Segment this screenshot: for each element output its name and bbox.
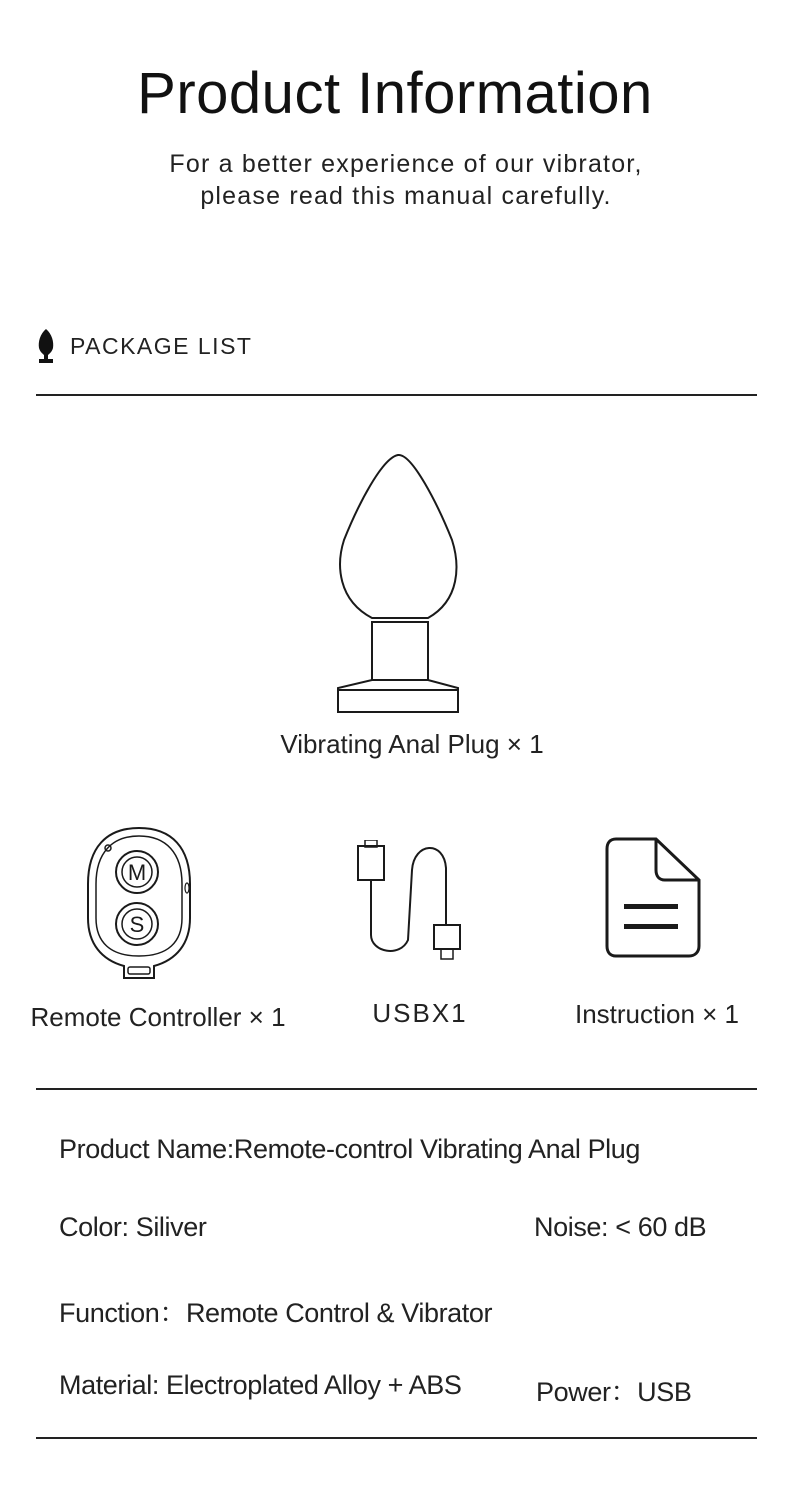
subtitle-line-1: For a better experience of our vibrator, [169, 150, 643, 178]
spec-material: Material: Electroplated Alloy + ABS [59, 1370, 462, 1400]
divider-bottom [36, 1437, 757, 1439]
spec-power: Power：USB [536, 1377, 692, 1407]
divider-middle [36, 1088, 757, 1090]
page-title: Product Information [137, 61, 653, 126]
instruction-caption: Instruction × 1 [574, 999, 740, 1029]
divider-top [36, 394, 757, 396]
spec-product-name: Product Name:Remote-control Vibrating Anal Plug [59, 1134, 641, 1164]
subtitle-line-2: please read this manual carefully. [200, 182, 612, 210]
anal-plug-illustration [330, 450, 470, 715]
usb-caption: USBX1 [372, 998, 468, 1028]
remote-button-s: S [129, 912, 145, 937]
page-subtitle [0, 148, 790, 212]
remote-caption: Remote Controller × 1 [30, 1002, 286, 1032]
remote-controller-illustration [84, 826, 194, 984]
document-illustration [604, 836, 704, 960]
plug-icon [36, 328, 56, 364]
remote-button-m: M [127, 860, 147, 885]
spec-color: Color: Siliver [59, 1212, 207, 1242]
usb-cable-illustration [352, 840, 467, 965]
spec-noise: Noise: < 60 dB [534, 1212, 707, 1242]
package-list-heading [36, 326, 252, 366]
plug-caption: Vibrating Anal Plug × 1 [280, 729, 544, 759]
spec-function: Function：Remote Control & Vibrator [59, 1298, 493, 1328]
package-list-label: PACKAGE LIST [70, 332, 253, 359]
